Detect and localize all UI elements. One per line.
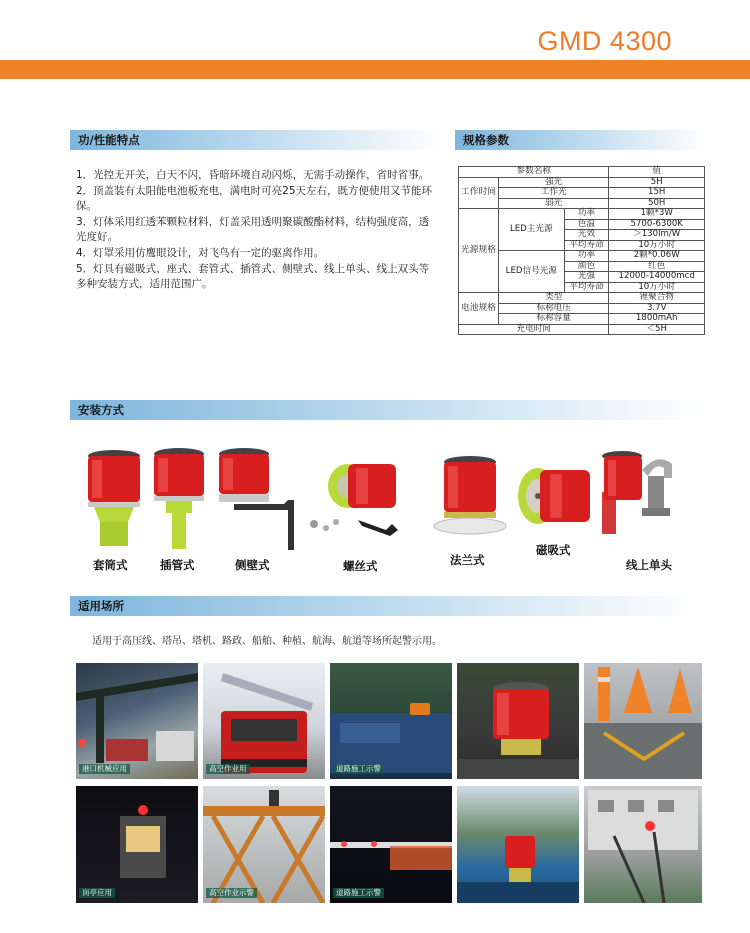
usage-photo-booth: [76, 786, 198, 903]
photo-caption: 岗亭应用: [79, 888, 115, 898]
spec-cell: ＜5H: [609, 324, 705, 335]
spec-cell: 充电时间: [459, 324, 609, 335]
crane-photo-art: [76, 663, 198, 779]
photo-caption: 道路施工示警: [333, 888, 384, 898]
spec-sub-label: LED主光源: [498, 209, 564, 251]
install-label-insert: 插管式: [160, 558, 195, 572]
usage-photo-port: [76, 663, 198, 779]
spec-section-header: 规格参数: [455, 130, 705, 150]
clamp-lamp-image: [598, 448, 684, 536]
spec-cell: 5H: [609, 177, 705, 188]
install-label-flange: 法兰式: [450, 553, 485, 567]
side-wall-lamp-image: [214, 446, 314, 554]
install-label-side: 侧壁式: [235, 558, 270, 572]
spec-cell: 标称容量: [498, 314, 608, 325]
feature-item: 4．灯罩采用仿鹰眼设计，对飞鸟有一定的驱离作用。: [76, 246, 325, 259]
spec-cell: 锂聚合物: [609, 293, 705, 304]
table-row: [459, 293, 705, 304]
feature-item: 3．灯体采用红透苯颗粒材料，灯盖采用透明聚碳酸酯材料，结构强度高，透光度好。: [76, 215, 430, 244]
night-road-photo-art: [330, 786, 452, 903]
model-title: GMD 4300: [537, 26, 672, 56]
spec-cell: 5700-6300K: [609, 219, 705, 230]
spec-cell: 红色: [609, 261, 705, 272]
buoy-photo-art: [457, 786, 579, 903]
lamp-closeup-photo-art: [457, 663, 579, 779]
photo-caption: 港口机械应用: [79, 764, 130, 774]
table-row: [459, 209, 705, 220]
spec-cell: 10万小时: [609, 282, 705, 293]
install-label-sleeve: 套筒式: [93, 558, 128, 572]
usage-photo-cones: [584, 663, 702, 779]
photo-caption: 道路施工示警: [333, 764, 384, 774]
tower-photo-art: [203, 786, 325, 903]
spec-group-label: 光源规格: [459, 209, 499, 293]
features-list: [76, 168, 436, 293]
usage-photo-closeup: [457, 663, 579, 779]
spec-cell: 平均寿命: [564, 282, 609, 293]
spec-cell: 50H: [609, 198, 705, 209]
spec-cell: 弱光: [498, 198, 608, 209]
magnet-lamp-image: [514, 462, 594, 530]
spec-group-label: 电池规格: [459, 293, 499, 325]
feature-item: 1．光控无开关，白天不闪，昏暗环境自动闪烁，无需手动操作，省时省事。: [76, 169, 430, 181]
spec-cell: 色温: [564, 219, 609, 230]
spec-cell: 类型: [498, 293, 608, 304]
usage-photo-road: [330, 663, 452, 779]
spec-cell: 1800mAh: [609, 314, 705, 325]
screw-lamp-image: [306, 458, 402, 542]
truck-photo-art: [203, 663, 325, 779]
usage-description: 适用于高压线、塔吊、塔机、路政、船舶、种植、航海、航道等场所起警示用。: [92, 636, 442, 647]
spec-cell: 平均寿命: [564, 240, 609, 251]
spec-cell: 15H: [609, 188, 705, 199]
spec-cell: 功率: [564, 209, 609, 220]
usage-photo-building: [584, 786, 702, 903]
cones-photo-art: [584, 663, 702, 779]
install-section-header: 安装方式: [70, 400, 700, 420]
flange-lamp-image: [432, 454, 508, 536]
spec-cell: 3.7V: [609, 303, 705, 314]
photo-caption: 高空作业示警: [206, 888, 257, 898]
spec-group-label: 工作时间: [459, 177, 499, 209]
spec-table: [458, 166, 705, 335]
spec-cell: 工作光: [498, 188, 608, 199]
table-row: [459, 324, 705, 335]
usage-photo-aerial: [203, 663, 325, 779]
spec-cell: 功率: [564, 251, 609, 262]
spec-cell: 1颗*3W: [609, 209, 705, 220]
spec-head-value: 值: [609, 167, 705, 178]
spec-head-param: 参数名称: [459, 167, 609, 178]
insert-lamp-image: [150, 446, 208, 550]
booth-photo-art: [76, 786, 198, 903]
table-row: [459, 167, 705, 178]
photo-caption: 高空作业用: [206, 764, 250, 774]
spec-cell: 10万小时: [609, 240, 705, 251]
usage-photo-tower: [203, 786, 325, 903]
feature-item: 2．顶盖装有太阳能电池板充电，满电时可亮25天左右，既方便使用又节能环保。: [76, 184, 433, 213]
usage-section-header: 适用场所: [70, 596, 700, 616]
spec-sub-label: LED信号光源: [498, 251, 564, 293]
spec-cell: ＞130lm/W: [609, 230, 705, 241]
usage-photo-night-road: [330, 786, 452, 903]
usage-photo-buoy: [457, 786, 579, 903]
sleeve-lamp-image: [84, 448, 144, 548]
spec-cell: 强光: [498, 177, 608, 188]
spec-cell: 12000-14000mcd: [609, 272, 705, 283]
spec-cell: 2颗*0.06W: [609, 251, 705, 262]
features-section-header: 功/性能特点: [70, 130, 442, 150]
spec-cell: 光强: [564, 272, 609, 283]
table-row: [459, 177, 705, 188]
spec-cell: 标称电压: [498, 303, 608, 314]
install-label-clamp: 线上单头: [626, 558, 672, 572]
spec-cell: 光效: [564, 230, 609, 241]
feature-item: 5．灯具有磁吸式、座式、套管式、插管式、侧壁式、线上单头、线上双头等多种安装方式，适用范围广。: [76, 262, 430, 291]
install-label-screw: 螺丝式: [343, 559, 378, 573]
road-barrier-photo-art: [330, 663, 452, 779]
building-photo-art: [584, 786, 702, 903]
spec-cell: 颜色: [564, 261, 609, 272]
install-label-magnet: 磁吸式: [536, 543, 571, 557]
header-orange-bar: [0, 60, 750, 79]
